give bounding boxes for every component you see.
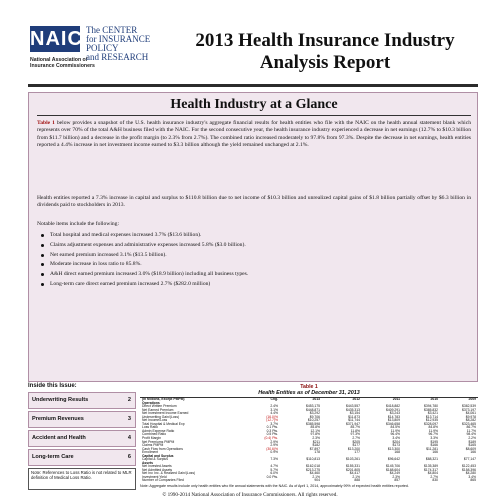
table-title: Health Entities as of December 31, 2013 [258,390,360,396]
table-cell: 168 [394,450,400,455]
table-cell: $4,249 [389,471,400,476]
table-cell: (0.4) Pts. [264,435,278,440]
table-cell: Chg. [270,397,278,401]
table-cell: 4.7% [270,464,278,469]
row-label: Cash Flow from Operations [142,446,183,451]
copyright: © 1990-2014 National Association of Insurance Commissioners. All rights reserved. [162,492,338,498]
report-title: 2013 Health Insurance Industry Analysis Report [195,30,455,73]
table-cell: $11,873 [348,414,360,419]
table-cell: $189 [468,439,476,444]
sidebar-item-accident-health[interactable] [28,430,136,447]
table-cell: 904 [314,478,320,483]
table-cell: $435,313 [345,407,360,412]
table-cell: $110,813 [306,457,320,462]
table-cell: $10,257 [307,418,320,423]
table-cell: $3,154 [349,411,360,416]
sidebar-item-page: 6 [127,454,131,460]
sidebar-item-underwriting[interactable] [28,392,136,409]
table-cell: 2.1% [312,474,320,479]
table-cell: 4.4% [270,411,278,416]
row-label: Net Admitted Assets [142,467,173,472]
table-cell: $443,557 [345,404,360,409]
table-cell: $88,321 [425,457,438,462]
table-cell: 11.9% [390,428,400,433]
row-label: Net Invested Assets [142,464,172,469]
table-cell: 97.3% [350,432,360,437]
table-cell: $4,280 [465,471,476,476]
list-item: Moderate increase in loss ratio to 85.8%. [41,260,471,270]
table-cell: $165 [468,443,476,448]
row-label: Capital and Surplus [142,453,174,458]
sidebar-item-page: 3 [127,416,131,422]
table-cell: 177 [354,450,360,455]
table-cell: $182 [312,443,320,448]
table-cell: $122,453 [461,464,476,469]
table-cell: $195 [430,439,438,444]
table-cell: $135,389 [423,464,438,469]
table-cell: $145,706 [385,464,400,469]
table-cell: $4,460 [309,471,320,476]
table-cell: 2013 [312,397,320,401]
table-cell: 2.9% [270,443,278,448]
row-label: Underwriting Gain/(Loss) [142,414,180,419]
row-label: Profit Margin [142,435,162,440]
table-cell: $162,018 [305,464,320,469]
table-cell: $188,604 [385,467,400,472]
table-cell: $11,744 [348,418,360,423]
table-cell: $453,175 [305,404,320,409]
table-cell: $3,421 [427,411,438,416]
glance-divider [37,115,471,116]
row-label: Operations [142,400,160,405]
row-label: Combined Ratio [142,432,167,437]
table-cell: $177 [352,443,360,448]
bullet-icon [41,283,44,286]
table-cell: $385,832 [423,407,438,412]
table-cell: $9,706 [309,414,320,419]
table-cell: 178 [314,450,320,455]
table-cell: 2.4% [270,404,278,409]
bullet-icon [41,263,44,266]
row-label: Claims PMPM [142,443,164,448]
table-cell: $213,275 [305,467,320,472]
table-cell: 3.1% [270,407,278,412]
table-cell: (16.0)% [266,414,278,419]
table-cell: $13,300 [387,446,400,451]
table-cell: $7,897 [309,446,320,451]
row-label: Net Income/Loss [142,418,168,423]
sidebar-item-label: Underwriting Results [32,397,89,403]
table-cell: $13,714 [425,414,438,419]
row-label: Net Investment Income Earned [142,411,189,416]
table-cell: 2010 [430,397,438,401]
table-cell: 2009 [468,397,476,401]
table-cell: $4,804 [427,471,438,476]
sidebar-title: Inside this Issue: [28,383,77,389]
table-cell: 11.7% [466,428,476,433]
table-cell: 98.4% [466,432,476,437]
glance-paragraph-1: Table 1 below provides a snapshot of the U.S. health insurance industry's aggregate financial results for health entities who file with the NAIC on the health annual statement blank which represents over 70% of the total A&H business filed with the NAIC. For the second consecutive year, the health insurance industry experienced a decrease in net earnings (12.7% to $10.3 billion from $11.7 billion) and a decrease in the profit margin (to 2.3% from 2.7%). The combined ratio increased moderately to 97.8% from 97.3%. Despite the decrease in net earnings, health entities reported a 4.4% increase in net investment income earned to $3.3 billion although the yield remained unchanged at 2.1%. [37,120,472,148]
sidebar-item-long-term-care[interactable] [28,449,136,466]
table-footnote: Note: Aggregate results include only health entities who file annual statements with the NAIC. As of April 1, 2014, approximately 99% of expected health entities reported. [140,484,409,488]
sidebar-item-page: 4 [127,435,131,441]
row-label: (In Millions, Except PMPM) [142,397,185,401]
row-label: Loss Ratio [142,425,158,430]
table-cell: 2.1% [352,474,360,479]
table-cell: $382,539 [461,404,476,409]
table-cell: $371,947 [345,421,360,426]
table-cell: $204 [392,439,400,444]
glance-paragraph-3: Notable items include the following: [37,221,120,227]
table-cell: $448,871 [305,407,320,412]
table-cell: 3.4% [392,435,400,440]
table-cell: $211 [312,439,320,444]
table-cell: 166 [432,450,438,455]
table-cell: 2011 [392,397,400,401]
row-label: Total Hospital & Medical Exp [142,421,185,426]
row-label: Direct Written Premium [142,404,177,409]
row-label: Net Premiums PMPM [142,439,175,444]
table-cell: $173 [392,443,400,448]
table-cell: 0.3 Pts. [266,428,278,433]
table-cell: 865 [470,478,476,483]
table-cell: (30.6)% [266,446,278,451]
bullet-icon [41,244,44,247]
table-cell: $9,978 [465,414,476,419]
bullet-icon [41,254,44,257]
row-label: Admin Expense Ratio [142,428,175,433]
table-cell: 96.4% [390,432,400,437]
bullet-icon [41,273,44,276]
table-cell: 84.5% [390,425,400,430]
table-cell: 3.4% [468,474,476,479]
table-cell: $12,935 [425,418,438,423]
table-cell: 11.9% [428,428,438,433]
table-reference-link: Table 1 [37,120,55,126]
table-cell: $13,809 [387,418,400,423]
list-item: Net earned premium increased 3.1% ($13.5 billion). [41,251,471,261]
table-row [140,479,478,483]
table-cell: 857 [394,478,400,483]
table-cell: $201,805 [345,467,360,472]
naic-logo: NAIC [30,28,83,50]
row-label: Enrollment [142,450,159,455]
table-cell: $103,261 [345,457,360,462]
table-cell: 3.7% [270,421,278,426]
table-cell: 3.3% [430,435,438,440]
header-divider [28,84,478,87]
sidebar-item-page: 2 [127,397,131,403]
row-label: Investment Yield [142,474,167,479]
table-cell: $174,317 [423,467,438,472]
table-cell: $418,882 [385,404,400,409]
glance-box [28,92,478,382]
table-cell: 2.7% [352,435,360,440]
table-cell: $3,243 [389,411,400,416]
table-label: Table 1 [300,384,318,390]
table-cell: $323,465 [461,421,476,426]
table-cell: $385,598 [305,421,320,426]
row-label: Capital & Surplus [142,457,168,462]
table-cell: 0.5 Pts. [266,432,278,437]
sidebar-item-label: Premium Revenues [32,416,84,422]
table-cell: 166 [470,450,476,455]
list-item: A&H direct earned premium increased 3.0% ($18.9 billion) including all business types. [41,270,471,280]
table-cell: 2.9% [270,439,278,444]
table-cell: 85.7% [350,425,360,430]
table-cell: $394,780 [423,404,438,409]
table-cell: 7.3% [270,457,278,462]
loss-ratio-note: Note: References to Loss Ratio is not related to MLR definition of Medical Loss Ratio. [28,468,136,490]
table-cell: 0.0 Pts. [266,474,278,479]
table-cell: $8,282 [465,418,476,423]
table-cell: $4,417 [349,471,360,476]
table-cell: $13,200 [347,446,360,451]
report-header [0,0,500,88]
list-item: Long-term care direct earned premium increased 2.7% ($282.0 million) [41,280,471,290]
row-label: Assets [142,460,154,465]
table-cell: $205 [352,439,360,444]
table-cell: 2.3% [392,474,400,479]
table-cell: 2.2% [468,435,476,440]
table-cell: $166 [430,443,438,448]
table-cell: (12.7)% [266,418,278,423]
list-item: Claims adjustment expenses and administrative expenses increased 5.8% ($3.0 billion). [41,241,471,251]
bullet-icon [41,234,44,237]
cipr-logo: The CENTER for INSURANCE POLICY and RESEARCH [86,25,151,62]
sidebar-item-label: Accident and Health [32,435,86,441]
table-cell: 2.3% [312,435,320,440]
table-cell: $328,097 [423,421,438,426]
table-cell: $4,061 [465,411,476,416]
table-cell: 11.8% [350,428,360,433]
table-cell: $77,147 [463,457,476,462]
table-cell: 830 [432,478,438,483]
row-label: Number of Companies Filed [142,478,184,483]
glance-title: Health Industry at a Glance [170,97,338,112]
table-cell: 97.8% [310,432,320,437]
table-cell: $158,396 [461,467,476,472]
table-cell: $155,331 [345,464,360,469]
table-cell: $409,291 [385,407,400,412]
glance-paragraph-2: Health entities reported a 7.3% increase in capital and surplus to $110.8 billion due to net income of $10.3 billion and unrealized capital gains of $1.8 billion partially offset by $6.3 billion in dividends paid to stockholders in 2013. [37,195,471,209]
list-item: Total hospital and medical expenses increased 3.7% ($13.6 billion). [41,231,471,241]
table-cell: 5.7% [270,467,278,472]
table-cell: 85.8% [310,425,320,430]
table-cell: 12.1% [310,428,320,433]
table-cell: 0.1 Pts. [266,425,278,430]
table-cell: $8,609 [465,446,476,451]
table-cell: 86.7% [466,425,476,430]
table-cell: 84.8% [428,425,438,430]
table-cell: $96,642 [387,457,400,462]
naic-subtitle: National Association of Insurance Commissioners [30,57,95,69]
table-cell: 96.7% [428,432,438,437]
table-cell: 888 [354,478,360,483]
table-cell: $3,292 [309,411,320,416]
notable-items-list [41,231,471,290]
table-cell: 0.9% [270,450,278,455]
table-cell: $373,197 [461,407,476,412]
table-cell: $14,783 [387,414,400,419]
table-cell: $11,281 [426,446,438,451]
table-cell: $346,658 [385,421,400,426]
row-label: Net Earned Premium [142,407,174,412]
row-label: Net Inv. Inc. & Realized Gain/(Loss) [142,471,196,476]
table-cell: 2012 [352,397,360,401]
sidebar-item-premium[interactable] [28,411,136,428]
table-cell: 2.7% [430,474,438,479]
table-cell: 6.0% [270,471,278,476]
sidebar-item-label: Long-term Care [32,454,74,460]
